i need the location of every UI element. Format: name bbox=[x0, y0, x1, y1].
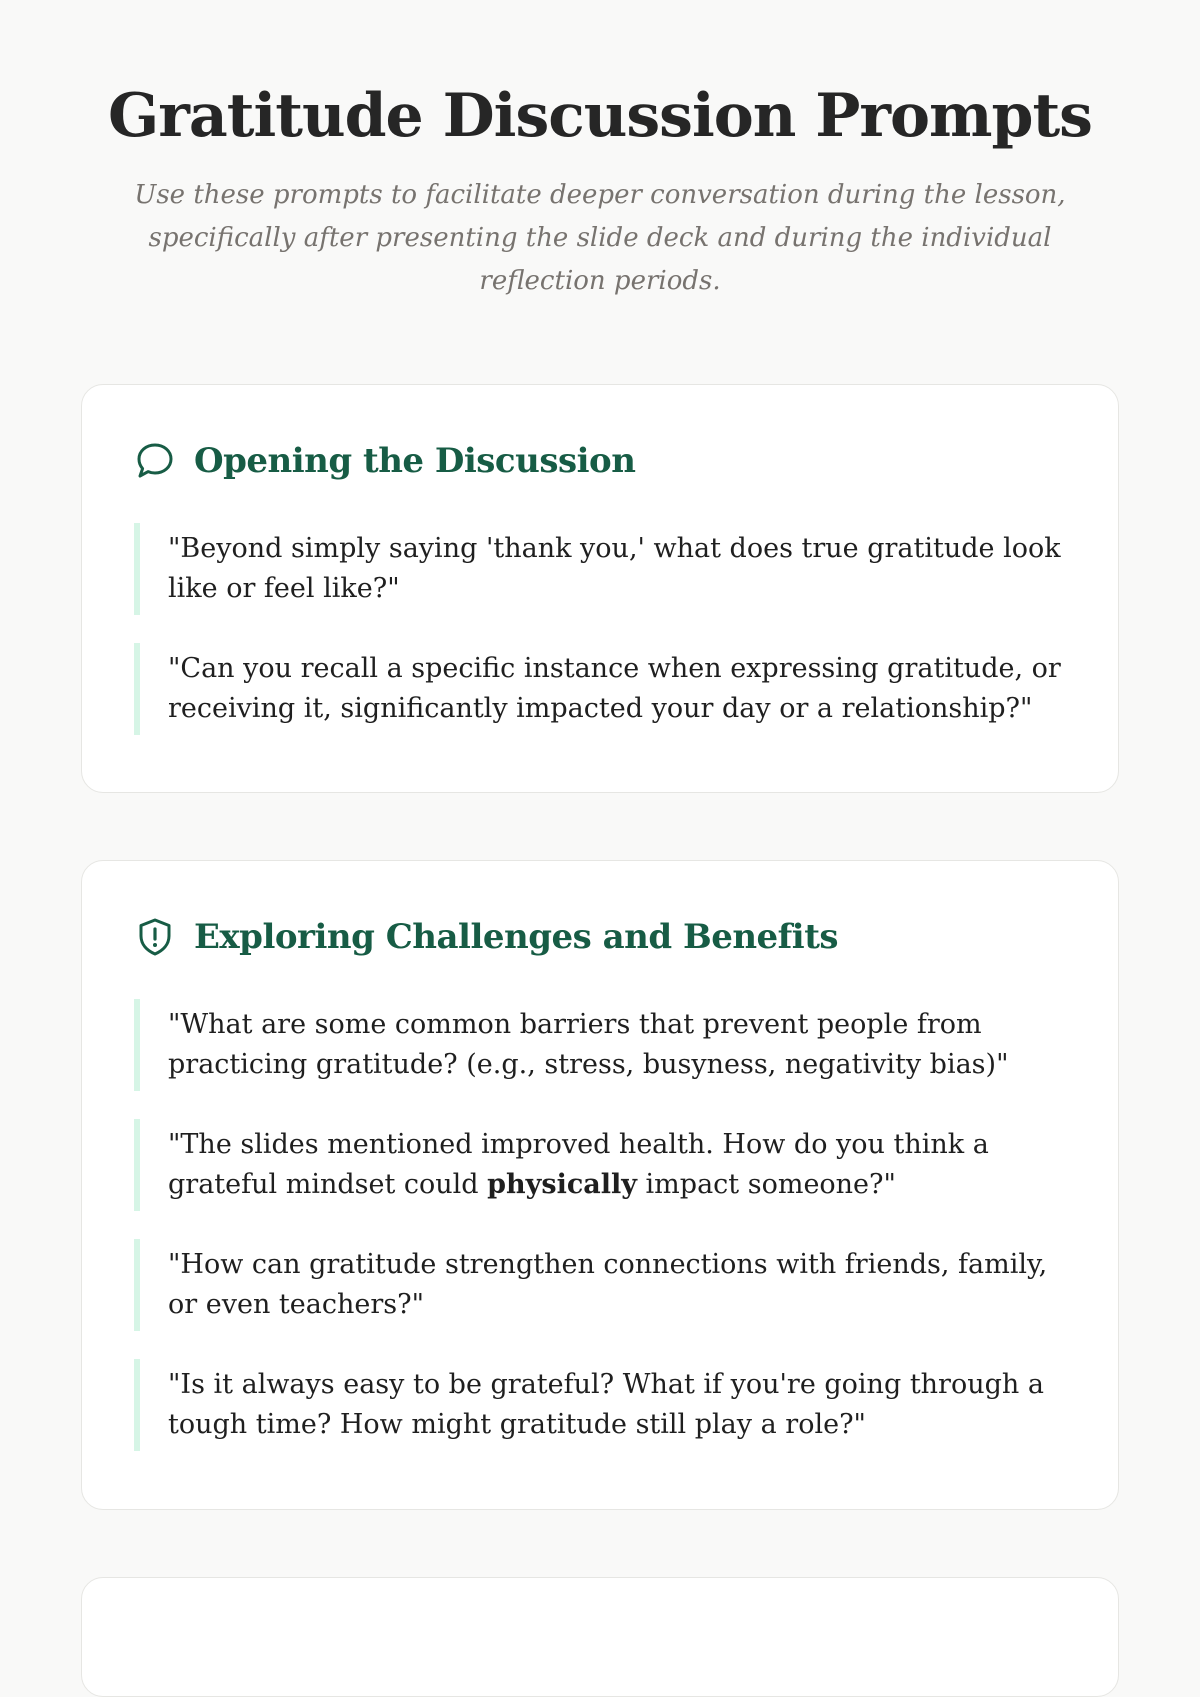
section-title: Exploring Challenges and Benefits bbox=[194, 917, 839, 957]
chat-bubble-icon bbox=[134, 440, 176, 482]
prompt-item: "Can you recall a specific instance when expressing gratitude, or receiving it, significantly impacted your day or a relationship?" bbox=[134, 643, 1066, 735]
prompt-item: "What are some common barriers that prevent people from practicing gratitude? (e.g., stress, busyness, negativity bias)" bbox=[134, 999, 1066, 1091]
prompt-item: "Is it always easy to be grateful? What if you're going through a tough time? How might gratitude still play a role?" bbox=[134, 1359, 1066, 1451]
page-title: Gratitude Discussion Prompts bbox=[108, 81, 1092, 151]
section-card-next bbox=[81, 1577, 1119, 1697]
section-title: Opening the Discussion bbox=[194, 441, 636, 481]
prompt-item: "How can gratitude strengthen connections with friends, family, or even teachers?" bbox=[134, 1239, 1066, 1331]
section-card-opening bbox=[81, 384, 1119, 793]
page-subtitle: Use these prompts to facilitate deeper conversation during the lesson, specifically after presenting the slide deck and during the individual reflection periods. bbox=[134, 180, 1066, 296]
prompt-text-after: impact someone?" bbox=[636, 1169, 896, 1200]
prompt-text-bold: physically bbox=[487, 1169, 637, 1200]
section-header bbox=[134, 439, 1066, 483]
prompt-text-before: "The slides mentioned improved health. How do you think a grateful mindset could bbox=[168, 1129, 989, 1200]
shield-alert-icon bbox=[134, 916, 176, 958]
section-header bbox=[134, 915, 1066, 959]
section-card-challenges bbox=[81, 860, 1119, 1510]
prompt-item bbox=[134, 1119, 1066, 1211]
prompt-item: "Beyond simply saying 'thank you,' what does true gratitude look like or feel like?" bbox=[134, 523, 1066, 615]
